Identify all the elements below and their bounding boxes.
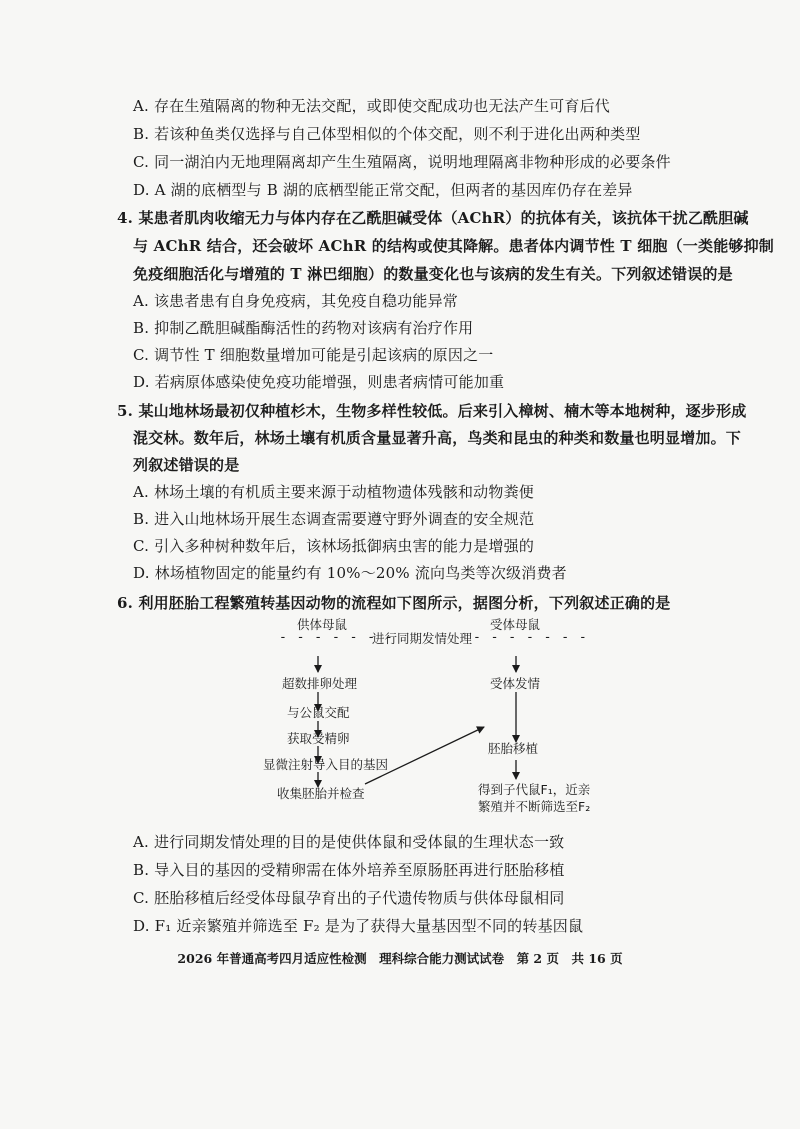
- recipient-estrus-label: 受体发情: [490, 676, 541, 691]
- q6-stem: 6. 利用胚胎工程繁殖转基因动物的流程如下图所示，据图分析，下列叙述正确的是: [117, 594, 671, 612]
- donor-mouse-label: 供体母鼠: [297, 617, 348, 632]
- recipient-mouse-label: 受体母鼠: [490, 617, 541, 632]
- q5-option-c: C. 引入多种树种数年后，该林场抵御病虫害的能力是增强的: [133, 537, 535, 555]
- q4-stem-line-2: 与 AChR 结合，还会破坏 AChR 的结构或使其降解。患者体内调节性 T 细胞（一类能够抑制: [133, 237, 774, 255]
- q3-option-d: D. A 湖的底栖型与 B 湖的底栖型能正常交配，但两者的基因库仍存在差异: [133, 181, 633, 199]
- arrow-embryo-to-transfer: [365, 727, 484, 784]
- q3-option-c: C. 同一湖泊内无地理隔离却产生生殖隔离，说明地理隔离非物种形成的必要条件: [133, 153, 671, 171]
- q3-option-b: B. 若该种鱼类仅选择与自己体型相似的个体交配，则不利于进化出两种类型: [133, 125, 641, 143]
- q5-option-d: D. 林场植物固定的能量约有 10%～20% 流向鸟类等次级消费者: [133, 564, 567, 582]
- q5-option-b: B. 进入山地林场开展生态调查需要遵守野外调查的安全规范: [133, 510, 535, 528]
- offspring-line-1: 得到子代鼠F₁，近亲: [478, 782, 591, 797]
- q5-stem-line-3: 列叙述错误的是: [133, 456, 240, 474]
- q6-option-d: D. F₁ 近亲繁殖并筛选至 F₂ 是为了获得大量基因型不同的转基因鼠: [133, 917, 584, 935]
- superovulation-label: 超数排卵处理: [282, 676, 358, 691]
- q6-option-c: C. 胚胎移植后经受体母鼠孕育出的子代遗传物质与供体母鼠相同: [133, 889, 565, 907]
- q4-stem-line-3: 免疫细胞活化与增殖的 T 淋巴细胞）的数量变化也与该病的发生有关。下列叙述错误的是: [133, 265, 733, 283]
- q5-stem-line-2: 混交林。数年后，林场土壤有机质含量显著升高，鸟类和昆虫的种类和数量也明显增加。下: [133, 429, 742, 447]
- collect-embryo-label: 收集胚胎并检查: [277, 786, 365, 801]
- recipient-divider: - - - - - - -: [473, 630, 588, 645]
- q5-option-a: A. 林场土壤的有机质主要来源于动植物遗体残骸和动物粪便: [133, 483, 534, 501]
- page-footer: 2026 年普通高考四月适应性检测 理科综合能力测试试卷 第 2 页 共 16 页: [177, 951, 623, 966]
- embryo-transfer-label: 胚胎移植: [488, 741, 539, 756]
- donor-divider: - - - - - - -: [279, 630, 394, 645]
- q4-option-d: D. 若病原体感染使免疫功能增强，则患者病情可能加重: [133, 373, 505, 391]
- q4-stem-line-1: 4. 某患者肌肉收缩无力与体内存在乙酰胆碱受体（AChR）的抗体有关，该抗体干扰乙酰胆碱: [117, 209, 749, 227]
- offspring-line-2: 繁殖并不断筛选至F₂: [478, 799, 591, 814]
- sync-estrus-label: 进行同期发情处理: [372, 631, 473, 646]
- q4-option-a: A. 该患者患有自身免疫病，其免疫自稳功能异常: [133, 292, 458, 310]
- q4-option-c: C. 调节性 T 细胞数量增加可能是引起该病的原因之一: [133, 346, 494, 364]
- q6-option-b: B. 导入目的基因的受精卵需在体外培养至原肠胚再进行胚胎移植: [133, 861, 565, 879]
- zygote-label: 获取受精卵: [287, 731, 350, 746]
- mating-label: 与公鼠交配: [287, 705, 350, 720]
- q3-option-a: A. 存在生殖隔离的物种无法交配，或即使交配成功也无法产生可育后代: [133, 97, 610, 115]
- q4-option-b: B. 抑制乙酰胆碱酯酶活性的药物对该病有治疗作用: [133, 319, 474, 337]
- q5-stem-line-1: 5. 某山地林场最初仅种植杉木，生物多样性较低。后来引入樟树、楠木等本地树种，逐步形成: [117, 402, 747, 420]
- q6-option-a: A. 进行同期发情处理的目的是使供体鼠和受体鼠的生理状态一致: [133, 833, 565, 851]
- microinjection-label: 显微注射导入目的基因: [263, 757, 389, 772]
